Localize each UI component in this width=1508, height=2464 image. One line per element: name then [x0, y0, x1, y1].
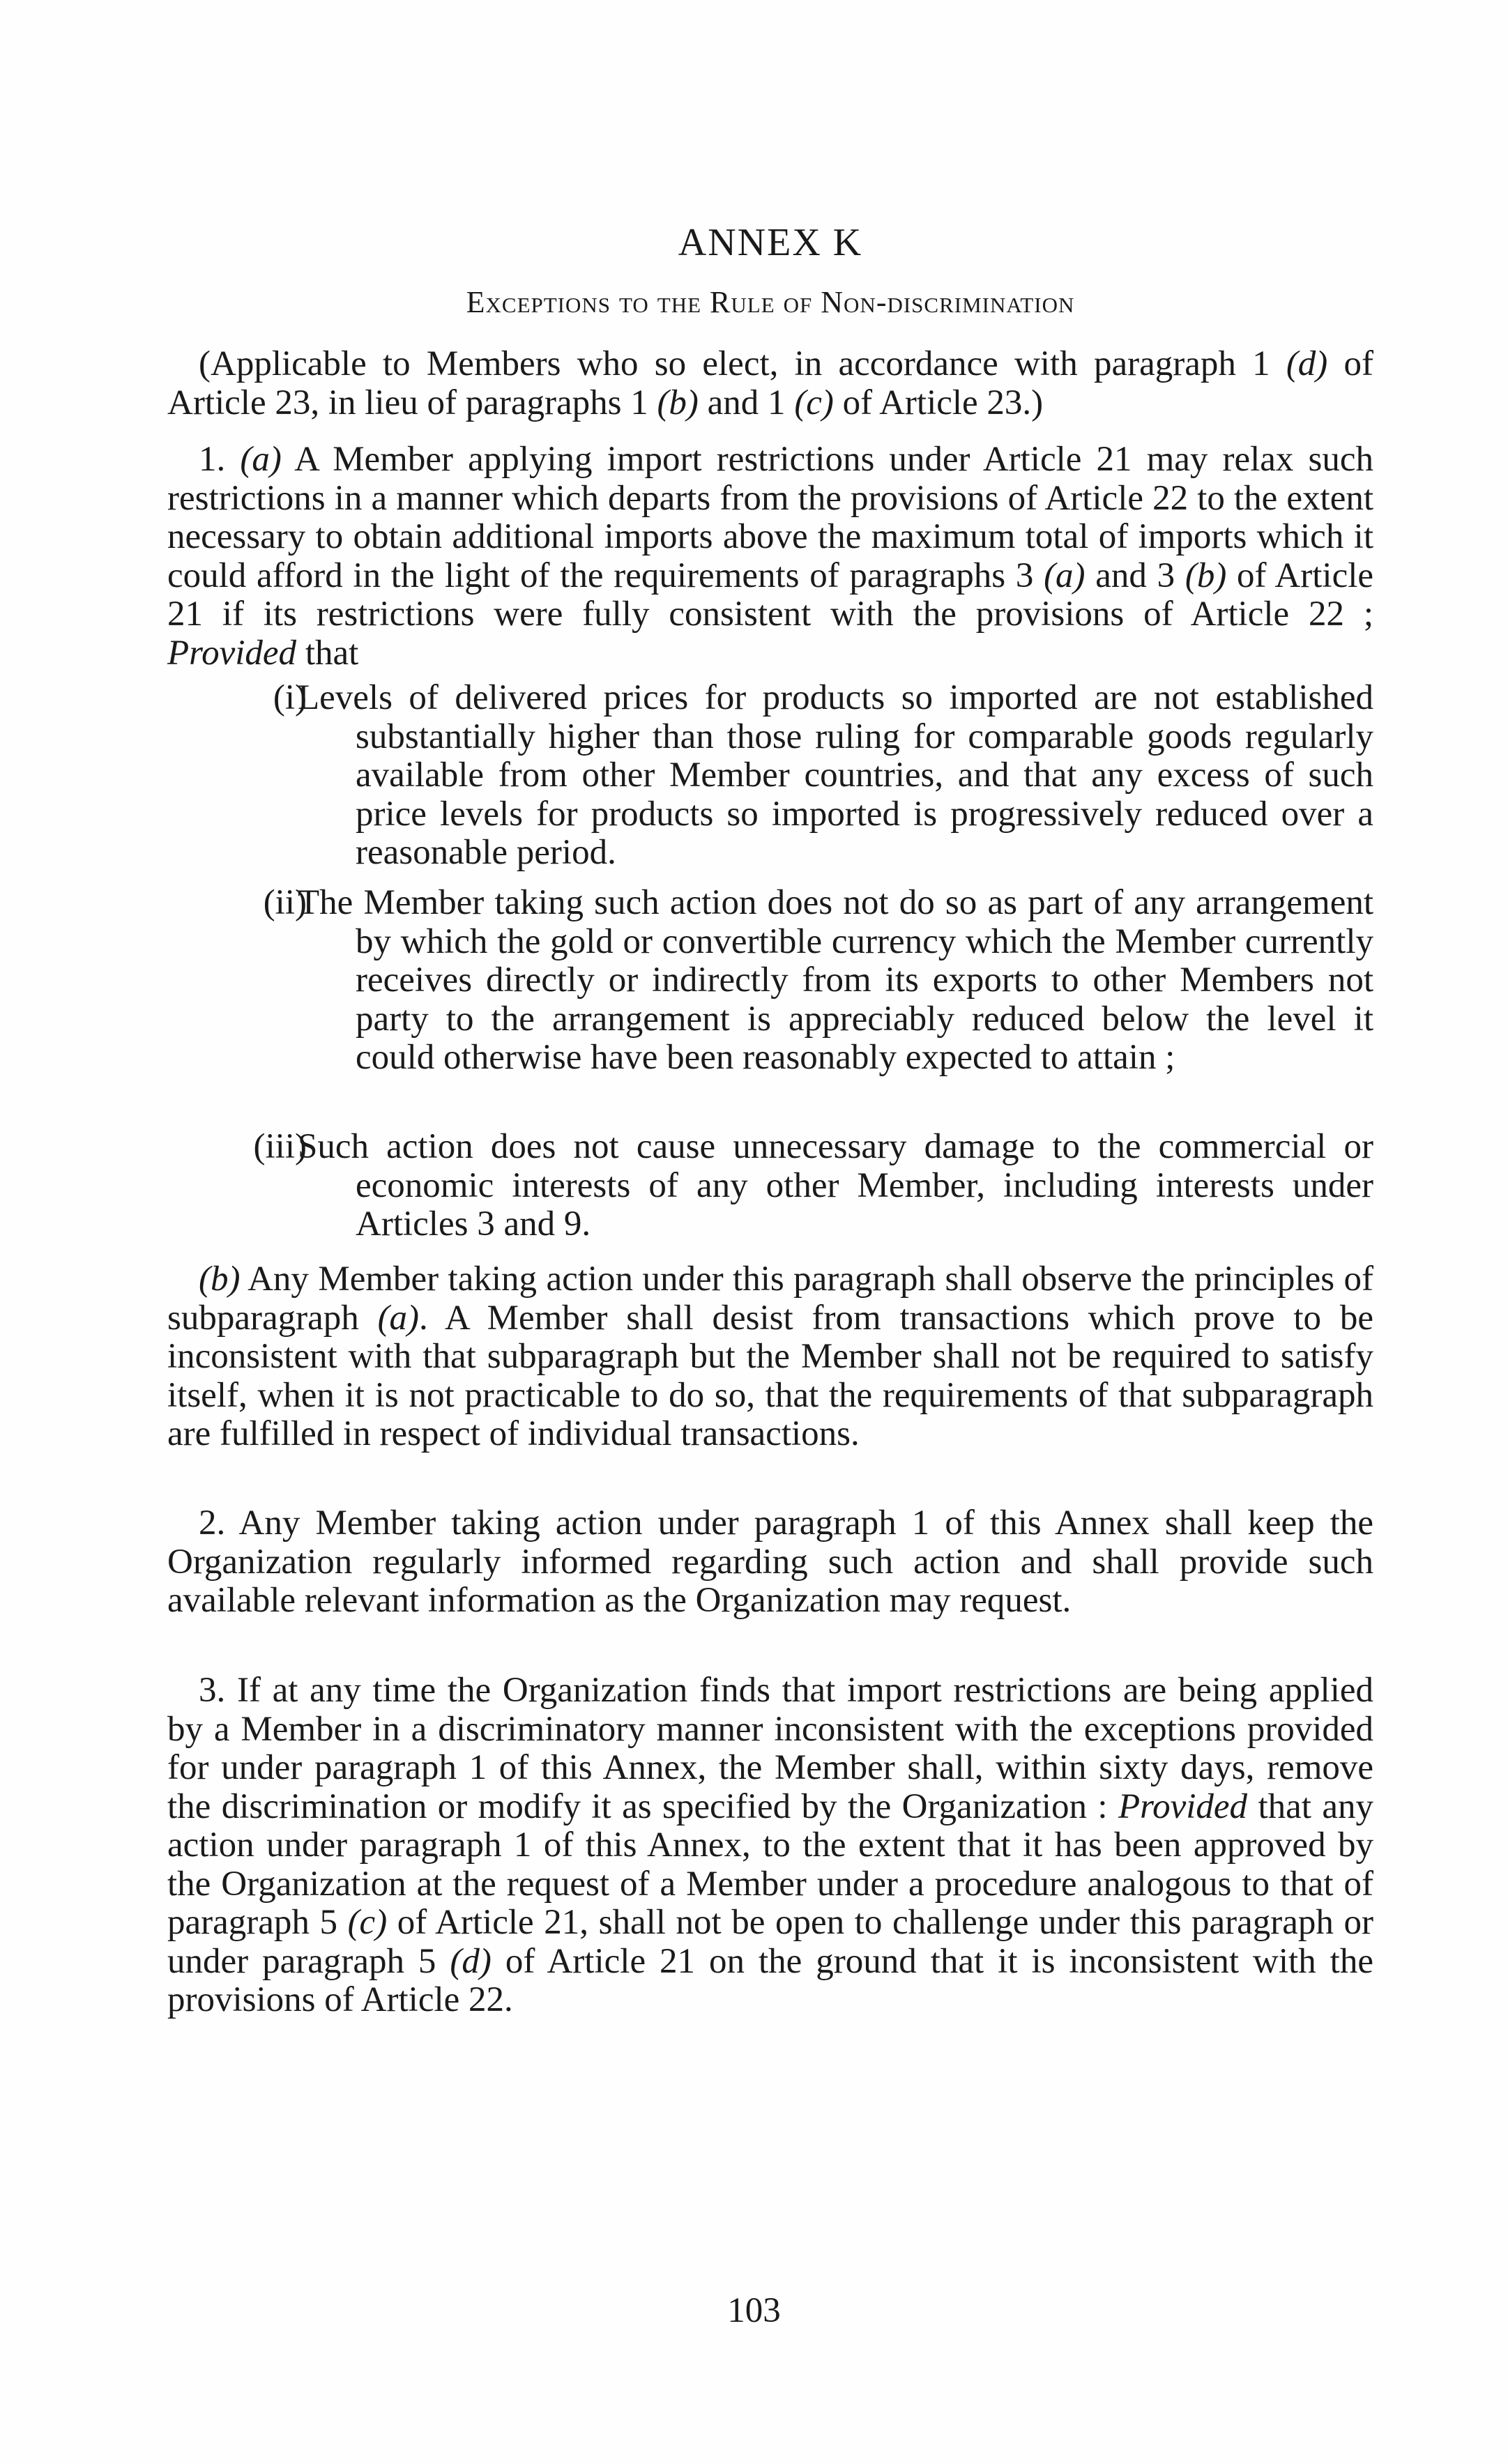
para-3-italic-1: Provided [1118, 1786, 1248, 1826]
intro-text-1: (Applicable to Members who so elect, in accordance with paragraph 1 [199, 344, 1286, 383]
para-3-italic-3: (d) [450, 1941, 492, 1981]
intro-text-2: of Article 23, in lieu of paragraphs 1 [167, 344, 1374, 422]
list-item-text: The Member taking such action does not do so as part of any arrangement by which the gold or convertible currency which the Member currently receives directly or indirectly from its exports to other Members not party to the arrangement is appreciably reduced below the level it could otherwise have been reasonably expected to attain ; [298, 883, 1373, 1077]
para-3-text-3: of Article 21, shall not be open to challenge under this paragraph or under paragraph 5 [167, 1903, 1373, 1981]
para-3-text-4: of Article 21 on the ground that it is inconsistent with the provisions of Article 22. [167, 1941, 1373, 2019]
paragraph-1a [167, 441, 1373, 673]
intro-italic-2: (b) [657, 383, 699, 422]
para-1a-text-2: and 3 [1085, 556, 1185, 595]
intro-text-4: of Article 23.) [833, 383, 1044, 422]
intro-text-3: and 1 [698, 383, 795, 422]
list-item-i [167, 679, 1373, 873]
page-number: 103 [727, 2291, 781, 2330]
para-1a-italic-4: Provided [167, 633, 297, 673]
para-3-italic-2: (c) [347, 1903, 388, 1942]
para-3-text-2: that any action under paragraph 1 of this Annex, to the extent that it has been approved by the Organization at the request of a Member under a procedure analogous to that of paragraph 5 [167, 1786, 1373, 1942]
annex-title: ANNEX K [678, 221, 863, 264]
para-3-text-1: 3. If at any time the Organization finds that import restrictions are being applied by a Member in a discriminatory manner inconsistent with the exceptions provided for under paragraph 1 of this Annex, the Member shall, within sixty days, remove the discrimination or modify it as specified by the Organization : [167, 1671, 1373, 1826]
para-1b-italic-2: (a) [377, 1298, 420, 1338]
list-item-number: (ii) [263, 883, 307, 922]
para-1a-text-3: of Article 21 if its restrictions were fully consistent with the provisions of Article 22 ; [167, 556, 1374, 634]
intro-italic-3: (c) [794, 383, 834, 422]
paragraph-1b [167, 1260, 1373, 1454]
intro-paragraph [167, 345, 1373, 422]
para-1a-italic-2: (a) [1044, 556, 1086, 595]
para-2-text: 2. Any Member taking action under paragraph 1 of this Annex shall keep the Organization regularly informed regarding such action and shall provide such available relevant information as the Organization may request. [167, 1503, 1373, 1620]
annex-subtitle: Exceptions to the Rule of Non-discrimination [466, 285, 1075, 319]
paragraph-2 [167, 1504, 1373, 1621]
para-1b-text-2: . A Member shall desist from transactions which prove to be inconsistent with that subparagraph but the Member shall not be required to satisfy itself, when it is not practicable to do so, that the requirements of that subparagraph are fulfilled in respect of individual transactions. [167, 1298, 1373, 1453]
list-item-iii [167, 1128, 1373, 1244]
para-1a-number: 1. [199, 440, 241, 479]
para-1a-italic-1: (a) [240, 440, 282, 479]
para-1a-text-1: A Member applying import restrictions under Article 21 may relax such restrictions in a manner which departs from the provisions of Article 22 to the extent necessary to obtain additional imports above the maximum total of imports which it could afford in the light of the requirements of paragraphs 3 [167, 440, 1373, 595]
list-item-text: Levels of delivered prices for products so imported are not established substantially higher than those ruling for comparable goods regularly available from other Member countries, and that any excess of such price levels for products so imported is progressively reduced over a reasonable period. [298, 678, 1373, 872]
para-1b-italic-1: (b) [199, 1260, 241, 1299]
intro-italic-1: (d) [1286, 344, 1328, 383]
list-item-text: Such action does not cause unnecessary damage to the commercial or economic interests of any other Member, including interests under Articles 3 and 9. [298, 1127, 1373, 1244]
list-item-ii [167, 884, 1373, 1078]
para-1a-text-4: that [296, 633, 359, 673]
para-1b-text-1: Any Member taking action under this paragraph shall observe the principles of subparagraph [167, 1260, 1373, 1338]
list-item-number: (iii) [253, 1127, 307, 1166]
para-1a-italic-3: (b) [1185, 556, 1227, 595]
paragraph-3 [167, 1671, 1373, 2020]
list-item-number: (i) [273, 678, 307, 717]
